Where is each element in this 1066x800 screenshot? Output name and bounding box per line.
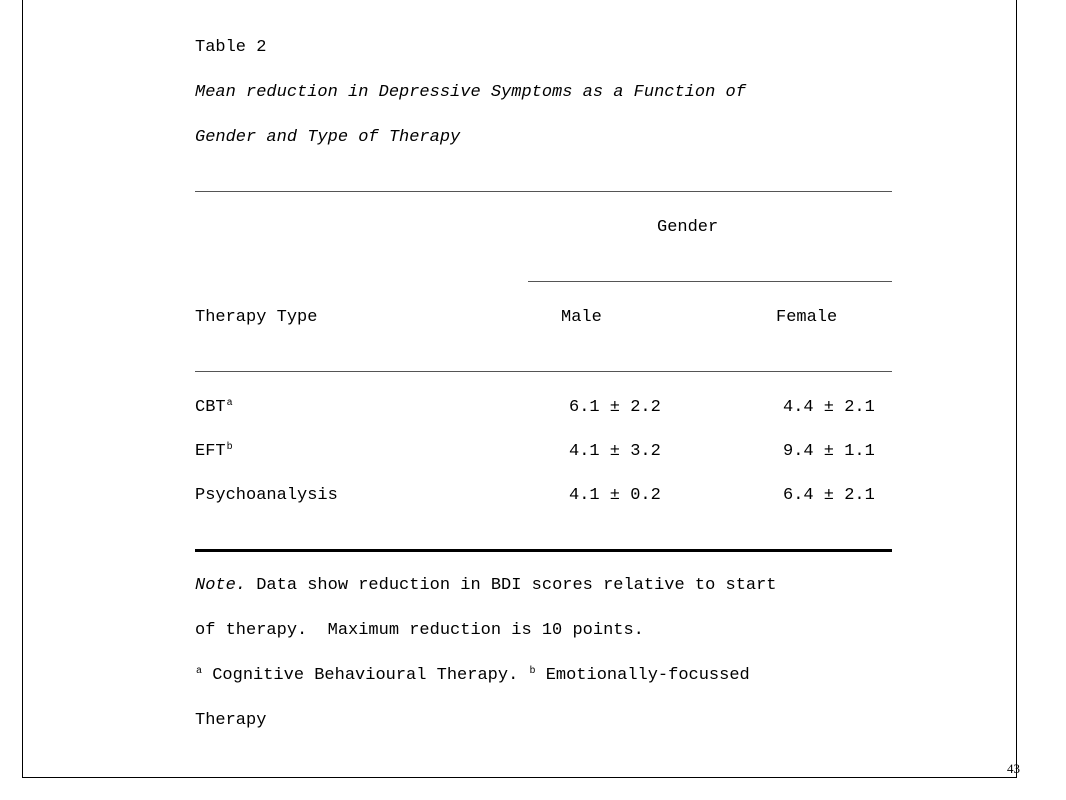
table-title-line-2: Gender and Type of Therapy — [195, 128, 461, 147]
table-row-label: CBT$^a$ — [195, 398, 233, 417]
footnote-mark-a: a — [196, 666, 203, 677]
table-label: Table 2 — [195, 38, 267, 57]
note-line-2: of therapy. Maximum reduction is 10 points. — [195, 621, 644, 640]
table-cell-female: 4.4 ± 2.1 — [783, 398, 875, 417]
column-group-header: Gender — [657, 218, 719, 237]
table-cell-male: 4.1 ± 3.2 — [569, 442, 661, 461]
row-header-label: Therapy Type — [195, 308, 318, 327]
note-line-4: Therapy — [195, 711, 267, 730]
footnote-mark-b: b — [529, 666, 536, 677]
table-cell-male: 4.1 ± 0.2 — [569, 486, 661, 505]
note-label: Note. — [195, 576, 247, 595]
header-rule — [195, 371, 892, 372]
page-frame — [22, 0, 1017, 778]
table-cell-female: 6.4 ± 2.1 — [783, 486, 875, 505]
table-row-label: EFT$^b$ — [195, 442, 233, 461]
table-title-line-1: Mean reduction in Depressive Symptoms as a Function of — [195, 83, 746, 102]
table-row-label: Psychoanalysis — [195, 486, 338, 505]
column-group-rule — [528, 281, 892, 282]
note-line-3: $^a$ Cognitive Behavioural Therapy. $^b$ Emotionally-focussed — [196, 666, 750, 685]
bottom-rule — [195, 549, 892, 552]
page-number: 43 — [1007, 761, 1020, 776]
footnote-mark: b — [226, 442, 233, 453]
table-cell-male: 6.1 ± 2.2 — [569, 398, 661, 417]
table-cell-female: 9.4 ± 1.1 — [783, 442, 875, 461]
female-column-header: Female — [776, 308, 838, 327]
note-line-1: Note. Data show reduction in BDI scores relative to start — [195, 576, 777, 595]
footnote-mark: a — [226, 398, 233, 409]
male-column-header: Male — [561, 308, 602, 327]
top-rule — [195, 191, 892, 192]
